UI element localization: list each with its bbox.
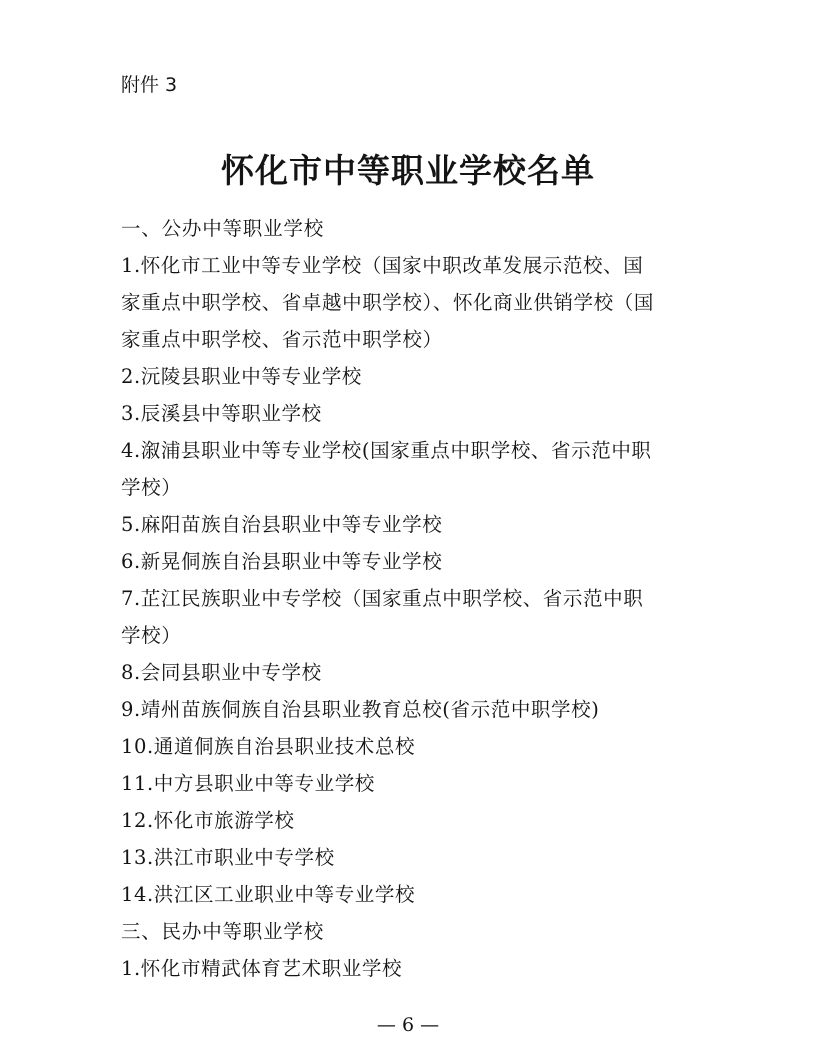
list-line: 1.怀化市工业中等专业学校（国家中职改革发展示范校、国 <box>121 254 644 277</box>
list-line: 1.怀化市精武体育艺术职业学校 <box>121 957 403 980</box>
list-line: 学校） <box>121 624 182 647</box>
list-line: 6.新晃侗族自治县职业中等专业学校 <box>121 550 443 573</box>
list-line: 11.中方县职业中等专业学校 <box>121 772 375 795</box>
school-list <box>121 210 681 987</box>
list-line: 4.溆浦县职业中等专业学校(国家重点中职学校、省示范中职 <box>121 439 652 462</box>
list-line: 9.靖州苗族侗族自治县职业教育总校(省示范中职学校) <box>121 698 600 721</box>
list-line: 家重点中职学校、省卓越中职学校）、怀化商业供销学校（国 <box>121 291 654 314</box>
list-line: 5.麻阳苗族自治县职业中等专业学校 <box>121 513 443 536</box>
list-line: 2.沅陵县职业中等专业学校 <box>121 365 362 388</box>
list-line: 3.辰溪县中等职业学校 <box>121 402 322 425</box>
list-line: 12.怀化市旅游学校 <box>121 809 295 832</box>
list-line: 10.通道侗族自治县职业技术总校 <box>121 735 416 758</box>
section-heading-private: 三、民办中等职业学校 <box>121 920 325 943</box>
page-number: — 6 — <box>376 1014 440 1036</box>
list-line: 8.会同县职业中专学校 <box>121 661 322 684</box>
section-heading-public: 一、公办中等职业学校 <box>121 217 325 240</box>
list-line: 7.芷江民族职业中专学校（国家重点中职学校、省示范中职 <box>121 587 644 610</box>
list-line: 14.洪江区工业职业中等专业学校 <box>121 883 416 906</box>
attachment-label: 附件 3 <box>121 74 178 96</box>
list-line: 家重点中职学校、省示范中职学校） <box>121 328 443 351</box>
list-line: 学校） <box>121 476 182 499</box>
list-line: 13.洪江市职业中专学校 <box>121 846 335 869</box>
document-title: 怀化市中等职业学校名单 <box>221 151 595 190</box>
